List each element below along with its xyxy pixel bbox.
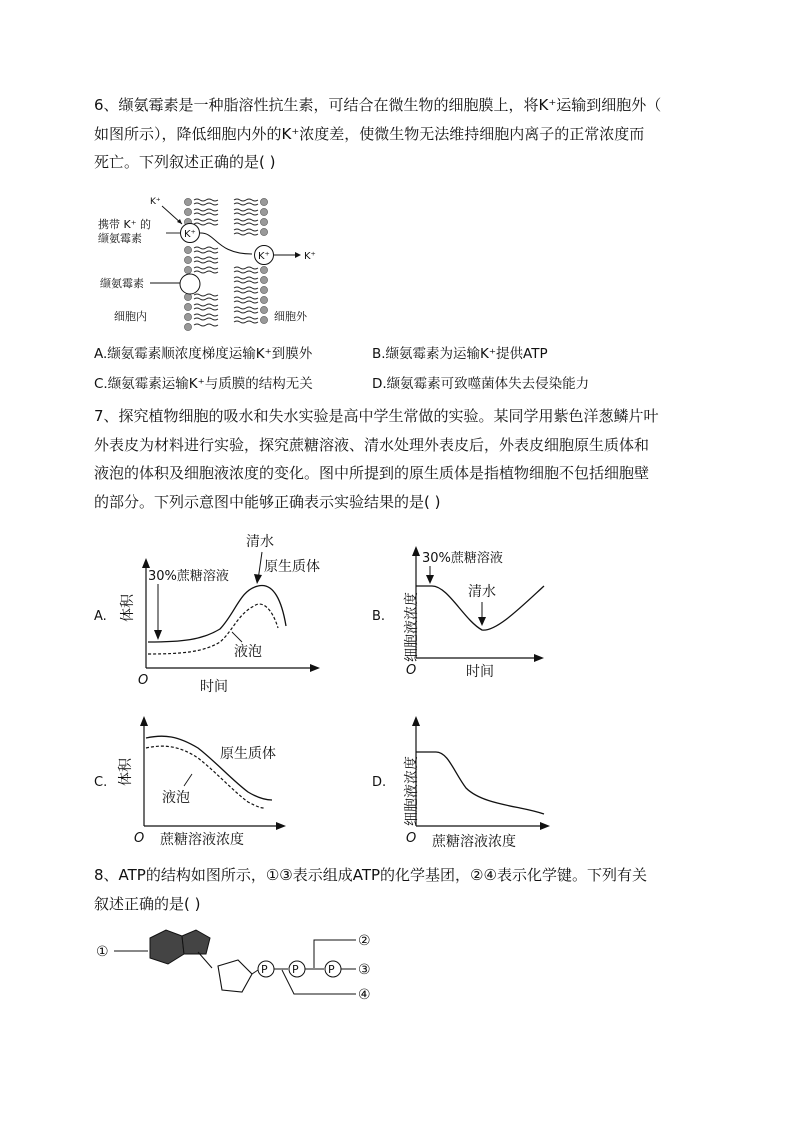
q7-line-1: 7、探究植物细胞的吸水和失水实验是高中学生常做的实验。某同学用紫色洋葱鳞片叶 [94,407,659,425]
k-out-label: K⁺ [304,251,316,262]
k-in-circle-outer: K⁺ [258,251,270,262]
graph-d-origin: O [406,831,417,846]
graph-a[interactable] [92,524,342,696]
phospholipid-tails-left [194,199,218,326]
graph-a-xlabel: 时间 [200,679,228,695]
valinomycin-membrane-figure [94,192,334,332]
graph-b-ylabel: 细胞液浓度 [404,592,420,662]
graph-d-letter: D. [372,775,387,790]
graph-b-water-arrowhead [478,617,486,626]
atp-label-4: ④ [358,987,371,1003]
graph-a-origin: O [138,673,149,688]
valinomycin-empty-carrier [180,274,200,294]
graph-b-y-arrowhead [412,546,420,556]
graph-d-x-arrowhead [540,822,550,830]
graph-c-x-arrowhead [276,822,286,830]
graph-a-water-arrowhead [254,574,262,584]
graph-b-sucrose-label: 30%蔗糖溶液 [422,551,503,566]
q7-line-4: 的部分。下列示意图中能够正确表示实验结果的是( ) [94,492,441,511]
q6-line-1: 6、缬氨霉素是一种脂溶性抗生素，可结合在微生物的细胞膜上，将K⁺运输到细胞外（ [94,96,662,114]
atp-label-2: ② [358,933,371,949]
membrane-left-layer [184,198,218,330]
graph-a-x-arrowhead [310,664,320,672]
graph-a-protoplast-label: 原生质体 [264,559,320,575]
graph-c-ylabel: 体积 [118,758,134,786]
k-release-arrowhead [295,252,301,258]
graph-a-vacuole-label: 液泡 [234,644,262,660]
graph-a-protoplast-curve [148,585,286,642]
graph-a-vacuole-leader [232,632,242,642]
phosphate-3-label: P [328,963,335,976]
graph-a-water-label: 清水 [246,534,274,550]
graph-d-concentration-curve [416,752,544,814]
valinomycin-label: 缬氨霉素 [100,277,144,290]
adenine-five-ring [182,930,210,954]
q6-option-b[interactable]: B.缬氨霉素为运输K⁺提供ATP [372,346,548,362]
carrier-label-line-1: 携带 K⁺ 的 [98,218,152,231]
graph-d-xlabel: 蔗糖溶液浓度 [432,834,516,850]
graph-d[interactable] [370,702,570,850]
q6-option-a[interactable]: A.缬氨霉素顺浓度梯度运输K⁺到膜外 [94,346,313,362]
graph-c-xlabel: 蔗糖溶液浓度 [160,832,244,848]
cell-inside-label: 细胞内 [114,310,147,323]
q8-line-1: 8、ATP的结构如图所示，①③表示组成ATP的化学基团，②④表示化学键。下列有关 [94,866,647,884]
question-7-stem [94,402,704,516]
adenine-six-ring [150,930,184,964]
graph-d-y-arrowhead [412,716,420,726]
graph-c-origin: O [134,831,145,846]
graph-a-ylabel: 体积 [120,594,136,622]
question-6-stem [94,91,704,177]
ribose-pentagon [218,960,252,992]
ribose-phosphate-bond [252,970,258,974]
graph-b[interactable] [370,524,570,696]
graph-b-letter: B. [372,609,386,624]
graph-c-y-arrowhead [140,716,148,726]
phospholipid-tails-right [234,199,258,323]
k-in-circle-inner: K⁺ [184,229,196,240]
q7-line-3: 液泡的体积及细胞液浓度的变化。图中所提到的原生质体是指植物细胞不包括细胞壁 [94,464,650,482]
atp-label-3: ③ [358,962,371,978]
graph-c-letter: C. [94,775,108,790]
graph-a-sucrose-label: 30%蔗糖溶液 [148,569,229,584]
cell-outside-label: 细胞外 [274,310,307,323]
graph-d-ylabel: 细胞液浓度 [404,756,420,826]
graph-c-protoplast-label: 原生质体 [220,746,276,762]
q6-line-3: 死亡。下列叙述正确的是( ) [94,153,276,171]
carrier-label-line-2: 缬氨霉素 [98,232,142,245]
graph-c[interactable] [92,702,342,850]
graph-c-vacuole-label: 液泡 [162,790,190,806]
q6-option-d[interactable]: D.缬氨霉素可致噬菌体失去侵染能力 [372,376,590,392]
graph-b-origin: O [406,663,417,678]
q6-line-2: 如图所示），降低细胞内外的K⁺浓度差，使微生物无法维持细胞内离子的正常浓度而 [94,124,645,143]
q8-line-2: 叙述正确的是( ) [94,894,201,913]
phosphate-1-label: P [261,963,268,976]
phospholipid-heads-left-outer [184,198,191,330]
k-ion-top-label: K⁺ [150,197,161,207]
phosphate-2-label: P [292,963,299,976]
graph-c-vacuole-leader [184,774,192,786]
graph-a-sucrose-arrowhead [154,630,162,640]
q6-option-c[interactable]: C.缬氨霉素运输K⁺与质膜的结构无关 [94,376,313,392]
question-8-stem [94,861,704,918]
atp-label-1: ① [96,944,109,960]
q7-line-2: 外表皮为材料进行实验，探究蔗糖溶液、清水处理外表皮后，外表皮细胞原生质体和 [94,435,650,454]
graph-b-sucrose-arrowhead [426,575,434,584]
graph-a-y-arrowhead [142,558,150,568]
graph-b-xlabel: 时间 [466,664,494,680]
graph-a-letter: A. [94,609,107,624]
graph-b-water-label: 清水 [468,584,496,600]
graph-b-x-arrowhead [534,654,544,662]
atp-structure-figure [92,924,382,1008]
